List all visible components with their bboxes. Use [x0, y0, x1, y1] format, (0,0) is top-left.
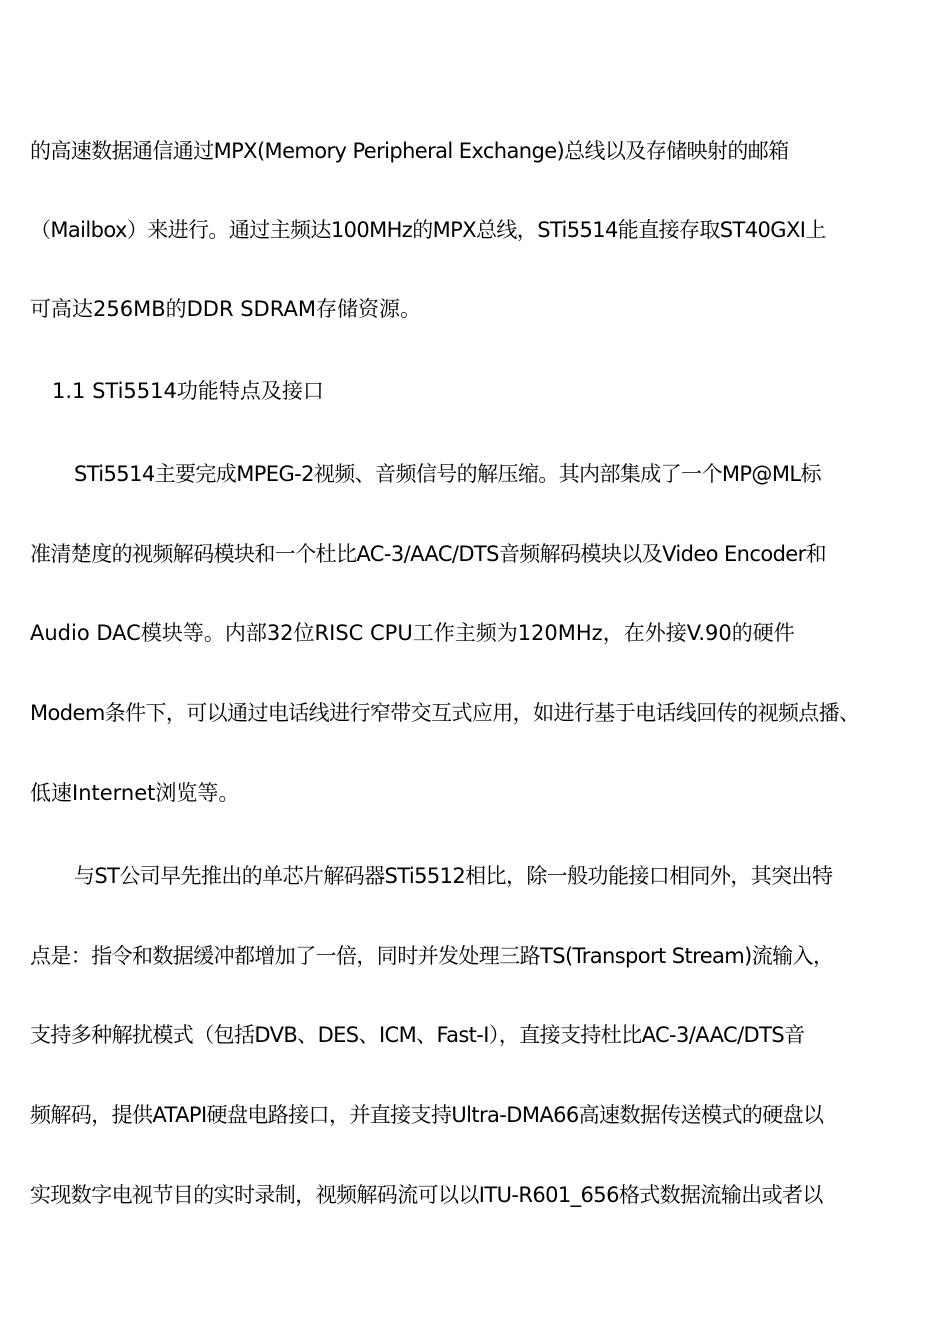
paragraph-line: （Mailbox）来进行。通过主频达100MHz的MPX总线，STi5514能直接存取ST40GXI上 — [30, 218, 826, 242]
paragraph-line: 支持多种解扰模式（包括DVB、DES、ICM、Fast-I），直接支持杜比AC-3/AAC/DTS音 — [30, 1023, 805, 1047]
paragraph-line: 准清楚度的视频解码模块和一个杜比AC-3/AAC/DTS音频解码模块以及Video Encoder和 — [30, 542, 827, 566]
paragraph-line: 点是：指令和数据缓冲都增加了一倍，同时并发处理三路TS(Transport Stream)流输入， — [30, 944, 834, 968]
paragraph-line: 与ST公司早先推出的单芯片解码器STi5512相比，除一般功能接口相同外，其突出特 — [74, 864, 833, 888]
paragraph-line: 的高速数据通信通过MPX(Memory Peripheral Exchange)总线以及存储映射的邮箱 — [30, 139, 789, 163]
paragraph-line: Audio DAC模块等。内部32位RISC CPU工作主频为120MHz，在外接V.90的硬件 — [30, 621, 795, 645]
paragraph-line: 实现数字电视节目的实时录制，视频解码流可以以ITU-R601_656格式数据流输出或者以 — [30, 1183, 823, 1207]
paragraph-line: 频解码，提供ATAPI硬盘电路接口，并直接支持Ultra-DMA66高速数据传送模式的硬盘以 — [30, 1103, 824, 1127]
paragraph-line: Modem条件下，可以通过电话线进行窄带交互式应用，如进行基于电话线回传的视频点播、 — [30, 701, 860, 725]
paragraph-line: 可高达256MB的DDR SDRAM存储资源。 — [30, 297, 421, 321]
paragraph-line: 低速Internet浏览等。 — [30, 781, 240, 805]
section-heading: 1.1 STi5514功能特点及接口 — [52, 379, 324, 403]
paragraph-line: STi5514主要完成MPEG-2视频、音频信号的解压缩。其内部集成了一个MP@ML标 — [74, 462, 821, 486]
